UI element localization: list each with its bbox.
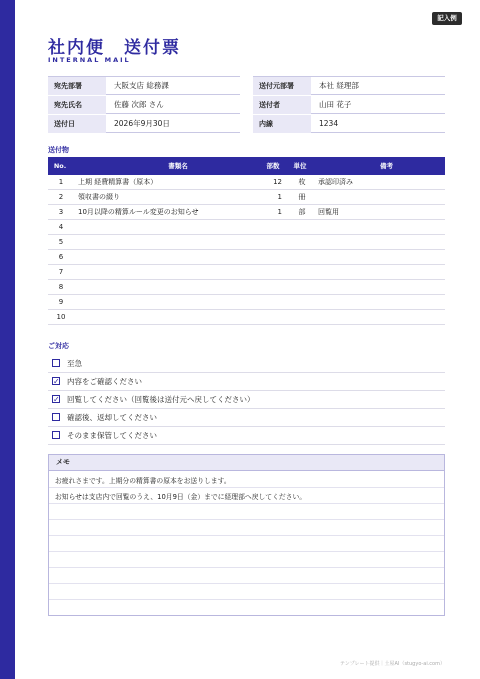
checkbox-empty-icon[interactable]: [52, 359, 60, 367]
extension-value[interactable]: 1234: [311, 115, 445, 133]
row-qty: 12: [273, 178, 282, 186]
checklist-item[interactable]: [48, 355, 445, 373]
header-qty: 部数: [266, 162, 280, 170]
table-row[interactable]: [48, 265, 445, 280]
row-name: 領収書の綴り: [78, 193, 120, 201]
table-row[interactable]: [48, 310, 445, 325]
checkbox-checked-icon[interactable]: ✓: [53, 377, 60, 386]
table-row[interactable]: [48, 280, 445, 295]
page-subtitle: INTERNAL MAIL: [48, 56, 131, 64]
row-no: 4: [58, 223, 64, 231]
send-date-value[interactable]: 2026年9月30日: [106, 115, 240, 133]
row-no: 10: [56, 313, 66, 321]
memo-title: メモ: [49, 455, 444, 471]
memo-rule-line: [49, 487, 444, 488]
checklist-label: 確認後、返却してください: [67, 413, 157, 422]
table-row[interactable]: [48, 175, 445, 190]
row-no: 3: [58, 208, 64, 216]
row-name: 10月以降の精算ルール変更のお知らせ: [78, 208, 199, 216]
src-dept-value[interactable]: 本社 経理部: [311, 77, 445, 95]
checklist-label: そのまま保管してください: [67, 431, 157, 440]
checklist-label: 回覧してください（回覧後は送付元へ戻してください）: [67, 395, 255, 404]
memo-rule-line: [49, 599, 444, 600]
dest-dept-value[interactable]: 大阪支店 総務課: [106, 77, 240, 95]
header-note: 備考: [380, 162, 393, 170]
footer-credit: テンプレート提供｜土屋AI（stugyo-ai.com）: [340, 661, 445, 667]
info-row: [48, 96, 445, 114]
example-badge: 記入例: [432, 12, 462, 25]
dest-name-value[interactable]: 佐藤 次郎 さん: [106, 96, 240, 114]
memo-rule-line: [49, 567, 444, 568]
row-no: 9: [58, 298, 64, 306]
row-name: 上期 経費精算書（原本）: [78, 178, 158, 186]
memo-text: お知らせは支店内で回覧のうえ、10月9日（金）までに経理部へ戻してください。: [55, 493, 307, 501]
info-row: [48, 115, 445, 133]
memo-box[interactable]: [48, 454, 445, 616]
checklist-label: 至急: [67, 359, 82, 368]
send-date-label: 送付日: [48, 115, 106, 133]
memo-rule-line: [49, 535, 444, 536]
row-no: 7: [58, 268, 64, 276]
checklist-label: 内容をご確認ください: [67, 377, 142, 386]
info-row: [48, 77, 445, 95]
memo-rule-line: [49, 519, 444, 520]
row-unit: 部: [298, 208, 306, 216]
row-unit: 冊: [298, 193, 306, 201]
left-accent-bar: [0, 0, 15, 679]
row-no: 1: [58, 178, 64, 186]
row-unit: 枚: [298, 178, 306, 186]
row-no: 8: [58, 283, 64, 291]
header-unit: 単位: [293, 162, 307, 170]
dest-name-label: 宛先氏名: [48, 96, 106, 114]
table-row[interactable]: [48, 205, 445, 220]
table-row[interactable]: [48, 220, 445, 235]
src-dept-label: 送付元部署: [253, 77, 311, 95]
table-row[interactable]: [48, 250, 445, 265]
table-row[interactable]: [48, 235, 445, 250]
memo-rule-line: [49, 583, 444, 584]
row-no: 5: [58, 238, 64, 246]
sender-label: 送付者: [253, 96, 311, 114]
header-name: 書類名: [168, 162, 188, 170]
extension-label: 内線: [253, 115, 311, 133]
row-no: 6: [58, 253, 64, 261]
checkbox-empty-icon[interactable]: [52, 431, 60, 439]
checkbox-checked-icon[interactable]: ✓: [53, 395, 60, 404]
memo-rule-line: [49, 551, 444, 552]
checkbox-empty-icon[interactable]: [52, 413, 60, 421]
checklist-item[interactable]: [48, 409, 445, 427]
table-header: [48, 157, 445, 175]
table-row[interactable]: [48, 295, 445, 310]
response-section-title: ご対応: [48, 342, 69, 350]
row-note: 回覧用: [318, 208, 339, 216]
header-no: No.: [53, 162, 67, 170]
row-no: 2: [58, 193, 64, 201]
items-section-title: 送付物: [48, 146, 69, 154]
memo-text: お疲れさまです。上期分の精算書の原本をお送りします。: [55, 477, 231, 485]
row-note: 承認印済み: [318, 178, 353, 186]
checklist-item[interactable]: [48, 373, 445, 391]
row-qty: 1: [277, 193, 282, 201]
items-table: [48, 157, 445, 325]
checklist-item[interactable]: [48, 427, 445, 445]
sender-value[interactable]: 山田 花子: [311, 96, 445, 114]
dest-dept-label: 宛先部署: [48, 77, 106, 95]
memo-rule-line: [49, 503, 444, 504]
checklist-item[interactable]: [48, 391, 445, 409]
table-row[interactable]: [48, 190, 445, 205]
page-title: 社内便 送付票: [48, 38, 181, 58]
row-qty: 1: [277, 208, 282, 216]
